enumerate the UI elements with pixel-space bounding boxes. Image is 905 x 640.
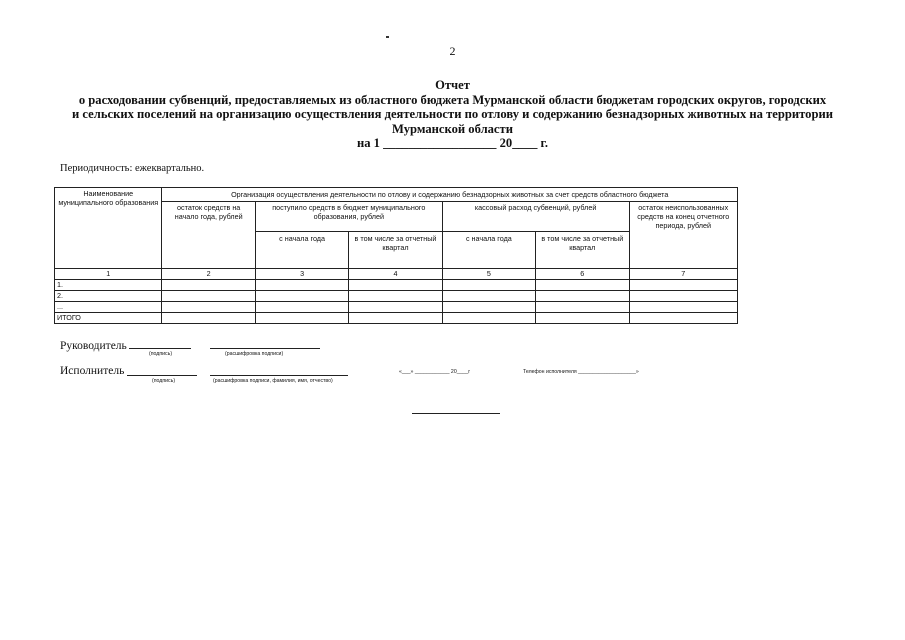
table-cell[interactable]	[255, 302, 348, 313]
table-cell[interactable]	[162, 302, 255, 313]
header-received: поступило средств в бюджет муниципального образования, рублей	[255, 202, 442, 232]
col-number: 7	[629, 269, 738, 280]
table-cell[interactable]	[349, 313, 442, 324]
header-spent-quarter: в том числе за отчетный квартал	[536, 232, 629, 269]
executor-decode-caption: (расшифровка подписи, фамилия, имя, отчество)	[213, 378, 333, 384]
head-signature-line[interactable]	[129, 348, 191, 349]
table-cell[interactable]	[629, 302, 738, 313]
table-row	[55, 280, 738, 291]
table-cell[interactable]	[629, 313, 738, 324]
header-received-since-start: с начала года	[255, 232, 348, 269]
header-municipality: Наименование муниципального образования	[55, 188, 162, 269]
table-cell[interactable]	[442, 280, 535, 291]
page-number: 2	[449, 44, 456, 58]
col-number: 2	[162, 269, 255, 280]
col-number: 5	[442, 269, 535, 280]
periodicity-text: Периодичность: ежеквартально.	[60, 163, 205, 174]
table-cell[interactable]	[442, 302, 535, 313]
table-row-total	[55, 313, 738, 324]
row-label: ...	[55, 302, 162, 313]
executor-sign-caption: (подпись)	[152, 378, 176, 384]
col-number: 1	[55, 269, 162, 280]
phone-field[interactable]: Телефон исполнителя ____________________»	[523, 369, 639, 375]
closing-divider	[412, 413, 500, 414]
report-title	[40, 78, 865, 151]
table-cell[interactable]	[349, 291, 442, 302]
row-label: 2.	[55, 291, 162, 302]
table-cell[interactable]	[349, 302, 442, 313]
table-cell[interactable]	[629, 280, 738, 291]
executor-decode-line[interactable]	[210, 375, 348, 376]
title-line-2: и сельских поселений на организацию осуществления деятельности по отлову и содержанию безнадзорных животных на территории	[72, 107, 833, 121]
table-cell[interactable]	[349, 280, 442, 291]
col-number: 3	[255, 269, 348, 280]
col-number: 6	[536, 269, 629, 280]
head-decode-line[interactable]	[210, 348, 320, 349]
row-label-total: ИТОГО	[55, 313, 162, 324]
table-cell[interactable]	[536, 291, 629, 302]
executor-label: Исполнитель	[60, 365, 125, 377]
col-number: 4	[349, 269, 442, 280]
header-spent: кассовый расход субвенций, рублей	[442, 202, 629, 232]
table-cell[interactable]	[162, 291, 255, 302]
table-cell[interactable]	[442, 313, 535, 324]
table-cell[interactable]	[255, 291, 348, 302]
column-number-row	[55, 269, 738, 280]
head-sign-caption: (подпись)	[149, 351, 173, 357]
head-decode-caption: (расшифровка подписи)	[225, 351, 284, 357]
table-cell[interactable]	[629, 291, 738, 302]
row-label: 1.	[55, 280, 162, 291]
table-row	[55, 291, 738, 302]
title-heading: Отчет	[435, 78, 470, 92]
header-spent-since-start: с начала года	[442, 232, 535, 269]
table-cell[interactable]	[536, 302, 629, 313]
table-row	[55, 302, 738, 313]
header-balance-start: остаток средств на начало года, рублей	[162, 202, 255, 269]
scan-dot	[386, 36, 389, 38]
title-line-1: о расходовании субвенций, предоставляемых из областного бюджета Мурманской области бюджетам городских округов, городских	[78, 92, 827, 107]
table-cell[interactable]	[255, 313, 348, 324]
executor-signature-line[interactable]	[127, 375, 197, 376]
header-balance-end: остаток неиспользованных средств на конец отчетного периода, рублей	[629, 202, 738, 269]
table-cell[interactable]	[162, 280, 255, 291]
title-date-line: на 1 __________________ 20____ г.	[356, 136, 548, 150]
title-line-3: Мурманской области	[392, 121, 513, 136]
table-cell[interactable]	[442, 291, 535, 302]
header-received-quarter: в том числе за отчетный квартал	[349, 232, 442, 269]
table-cell[interactable]	[255, 280, 348, 291]
header-group: Организация осуществления деятельности по отлову и содержанию безнадзорных животных за счет средств областного бюджета	[162, 188, 738, 202]
table-cell[interactable]	[536, 280, 629, 291]
table-cell[interactable]	[536, 313, 629, 324]
head-label: Руководитель	[60, 340, 127, 352]
report-table	[54, 187, 738, 324]
table-cell[interactable]	[162, 313, 255, 324]
date-field[interactable]: «___» ____________ 20____г	[399, 369, 471, 375]
